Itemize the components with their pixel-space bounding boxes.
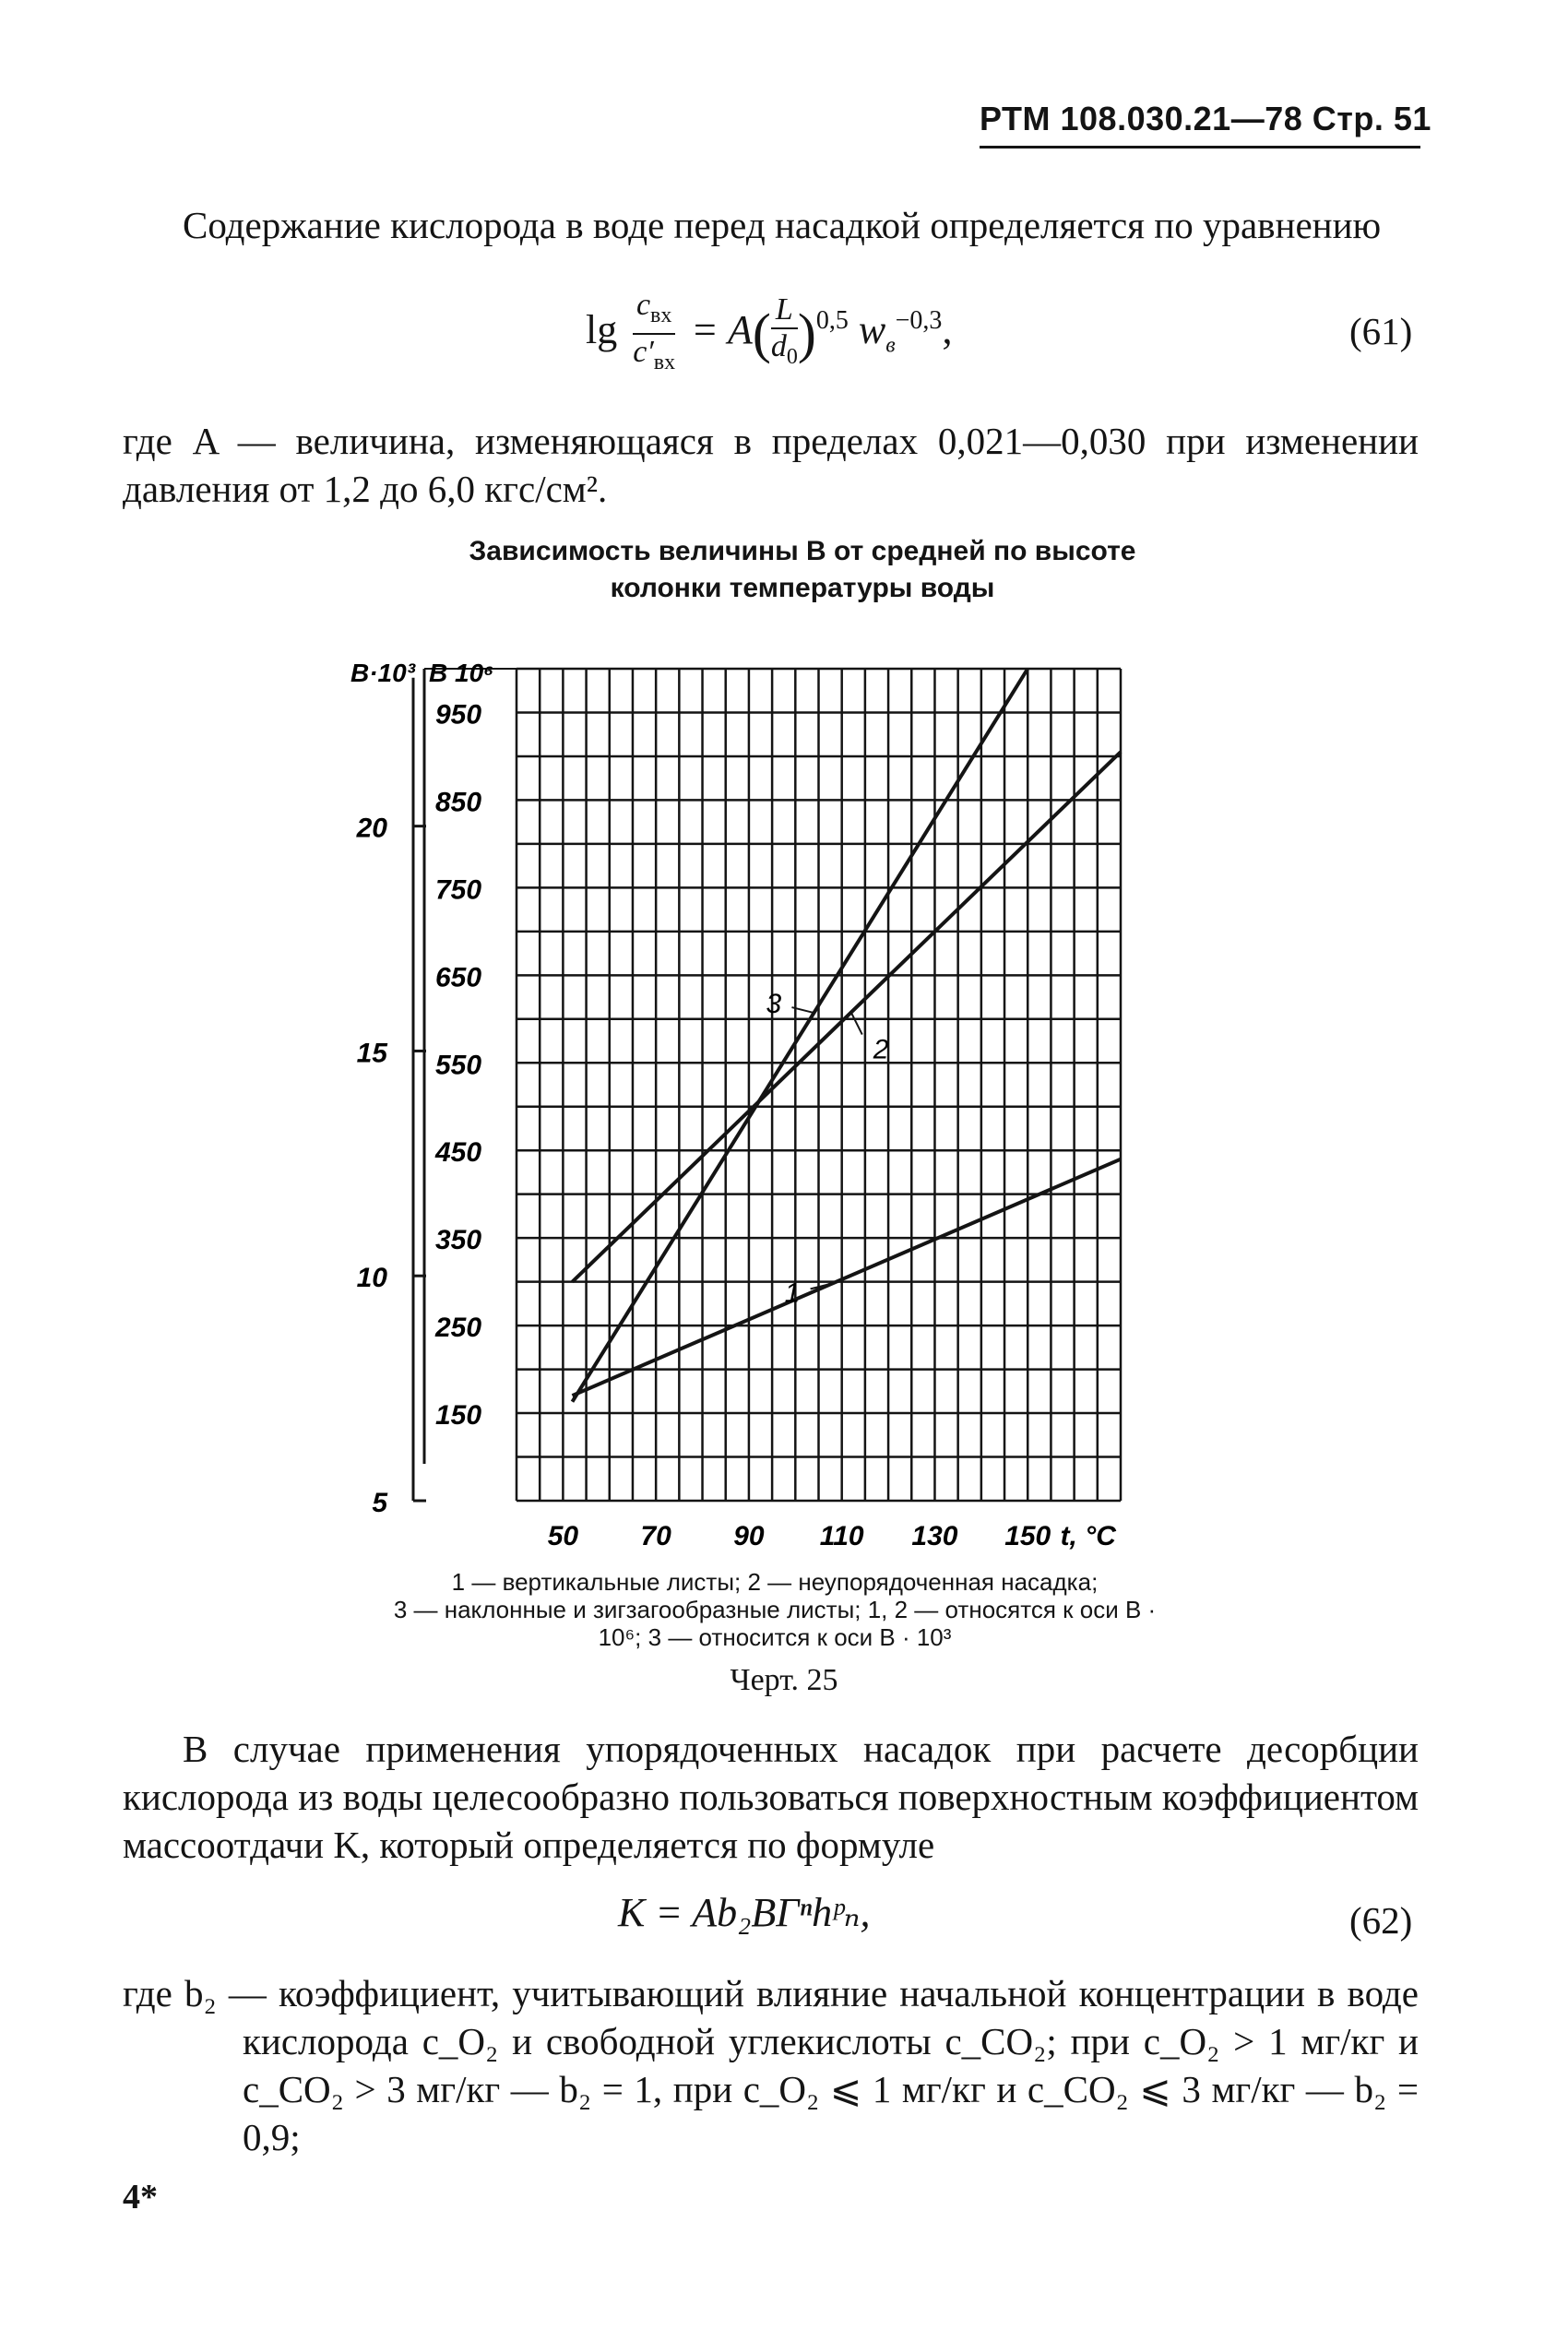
equation-62: K = Ab₂BΓⁿhᵖₙ, [618, 1890, 871, 1935]
y-inner-tick-label: 550 [435, 1050, 482, 1081]
eq61-den: c′ [633, 334, 654, 369]
y-inner-tick-label: 350 [435, 1225, 482, 1256]
y-inner-axis-title: B 10⁶ [429, 659, 494, 687]
series-label-3: 3 [766, 989, 782, 1020]
y-outer-axis-title: B·10³ [350, 659, 416, 687]
paragraph-1: Содержание кислорода в воде перед насадкой определяется по уравнению [183, 204, 1382, 246]
eq61-exp2: −0,3 [895, 306, 943, 336]
series-leader-2 [851, 1013, 862, 1035]
page-header: РТМ 108.030.21—78 Стр. 51 [980, 100, 1431, 137]
y-inner-tick-label: 450 [435, 1137, 482, 1169]
header-rule [980, 146, 1420, 149]
eq61-frac-num: L [771, 292, 798, 329]
eq61-den-sub: вх [653, 350, 676, 374]
x-tick-label: 150 [1004, 1521, 1051, 1551]
eq61-frac-den-sub: 0 [786, 345, 798, 370]
eq61-rhs-a: = A [691, 306, 753, 352]
figure-caption [341, 533, 1264, 607]
equation-61-number: (61) [1349, 310, 1413, 352]
y-outer-tick-label: 10 [356, 1263, 387, 1294]
chart [332, 650, 1162, 1554]
y-inner-tick-label: 250 [435, 1313, 482, 1344]
x-tick-label: 70 [640, 1521, 671, 1551]
paragraph-4-text: где b₂ — коэффициент, учитывающий влияние начальной концентрации в воде кислорода c_O₂ и свободной углекислоты c_CO₂; при c_O₂ > 1 мг/кг и c_CO₂ > 3 мг/кг — b₂ = 1, при c_O₂ ⩽ 1 мг/кг и c_CO₂ ⩽ 3 мг/кг — b₂ = 0,9; [123, 1972, 1419, 2158]
y-outer-tick-label: 5 [372, 1488, 387, 1518]
y-outer-tick-label: 20 [356, 813, 387, 844]
figure-caption-line-2: колонки температуры воды [610, 573, 995, 603]
x-tick-label: 130 [911, 1521, 958, 1551]
legend-line-2: 3 — наклонные и зигзагообразные листы; 1, 2 — относятся к оси B · 10⁶; 3 — относится к оси B · 10³ [393, 1596, 1157, 1651]
equation-61: lg $c_{вх}$ $c'_{вх}$ = A( $\frac{L}{d_0}$ )$^{0,5}$ $w_в^{-0,3}$, [586, 288, 953, 374]
eq61-w-sub: в [885, 333, 896, 358]
series-line-3 [572, 669, 1028, 1402]
eq61-w: w [858, 306, 886, 352]
eq61-exp1: 0,5 [815, 306, 849, 336]
y-inner-tick-label: 650 [435, 962, 482, 993]
chart-labels [350, 659, 1117, 1551]
paragraph-2: где A — величина, изменяющаяся в пределах 0,021—0,030 при изменении давления от 1,2 до 6,0 кгс/см². [123, 420, 1419, 510]
x-tick-label: 110 [819, 1521, 864, 1551]
y-outer-tick-label: 15 [356, 1038, 387, 1069]
equation-62-number: (62) [1349, 1899, 1413, 1942]
y-inner-tick-label: 850 [435, 787, 482, 818]
x-axis-title: t, °C [1060, 1521, 1116, 1551]
eq61-num: c [636, 288, 651, 322]
eq61-num-sub: вх [650, 303, 672, 327]
series-label-2: 2 [873, 1034, 889, 1065]
paragraph-3: В случае применения упорядоченных насадок при расчете десорбции кислорода из воды целесообразно пользоваться поверхностным коэффициентом массоотдачи K, который определяется по формуле [123, 1728, 1419, 1866]
eq61-frac-den: d [770, 329, 787, 364]
x-tick-label: 50 [547, 1521, 579, 1551]
paragraph-4 [123, 1969, 1419, 2161]
eq61-tail: , [942, 306, 953, 352]
page-mark: 4* [123, 2178, 158, 2216]
eq61-lhs: lg [586, 306, 618, 352]
series-line-2 [572, 752, 1121, 1281]
figure-legend [369, 1568, 1181, 1651]
series-label-1: 1 [784, 1277, 801, 1309]
chart-series [572, 669, 1121, 1402]
x-tick-label: 90 [733, 1521, 765, 1551]
figure-caption-line-1: Зависимость величины B от средней по высоте [469, 536, 1136, 566]
figure-label: Черт. 25 [730, 1663, 838, 1697]
y-inner-tick-label: 950 [435, 699, 482, 731]
y-inner-tick-label: 150 [435, 1400, 482, 1432]
chart-grid [517, 669, 1121, 1501]
y-inner-tick-label: 750 [435, 874, 482, 906]
legend-line-1: 1 — вертикальные листы; 2 — неупорядоченная насадка; [451, 1568, 1099, 1596]
